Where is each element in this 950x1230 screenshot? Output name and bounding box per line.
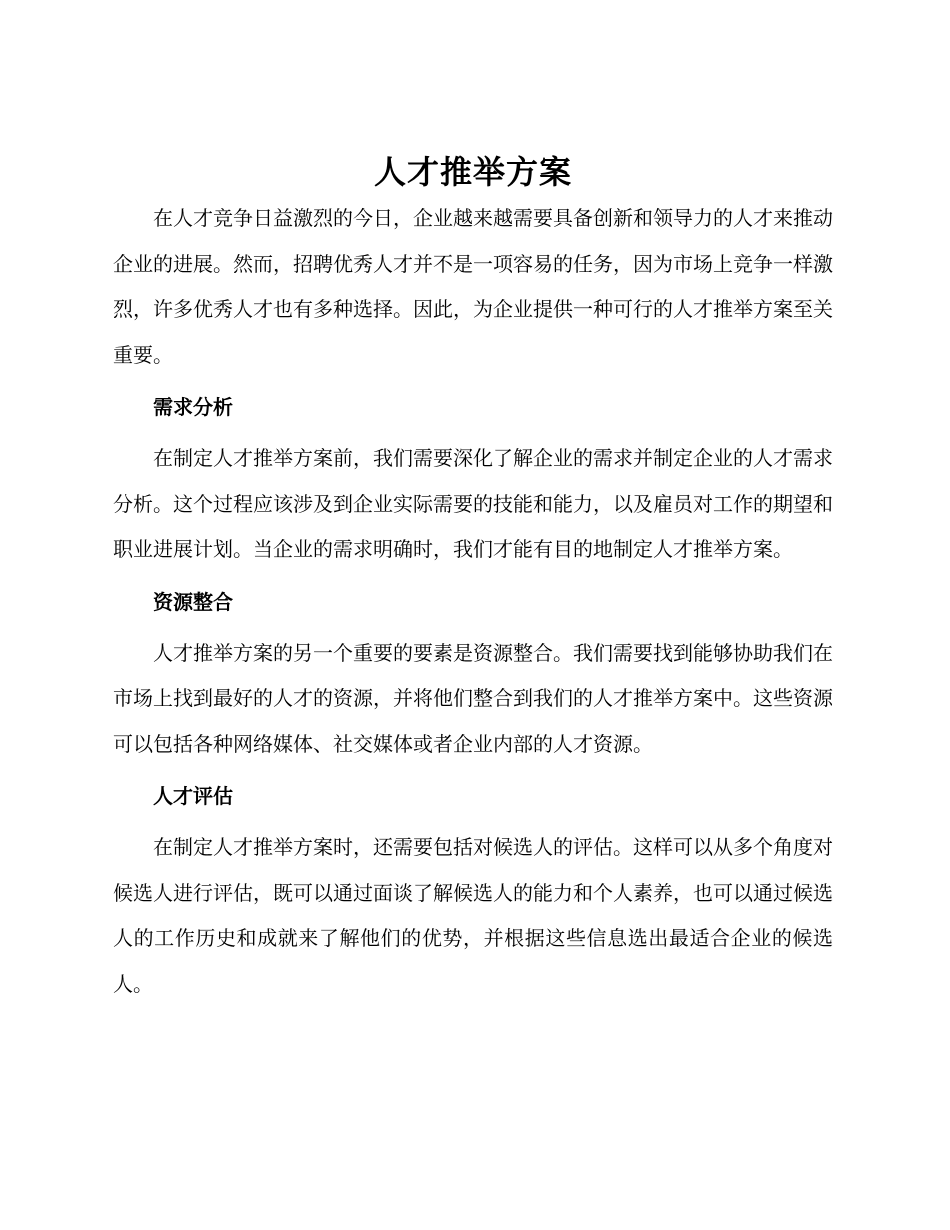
section-paragraph: 在制定人才推举方案时，还需要包括对候选人的评估。这样可以从多个角度对候选人进行评估，既可以通过面谈了解候选人的能力和个人素养，也可以通过候选人的工作历史和成就来了解他们的优势，并根据这些信息选出最适合企业的候选人。: [113, 835, 833, 996]
section-talent-assessment: [113, 778, 833, 1007]
document-title: 人才推举方案: [373, 153, 572, 191]
intro-paragraph: 在人才竞争日益激烈的今日，企业越来越需要具备创新和领导力的人才来推动企业的进展。然而，招聘优秀人才并不是一项容易的任务，因为市场上竞争一样激烈，许多优秀人才也有多种选择。因此，为企业提供一种可行的人才推举方案至关重要。: [113, 206, 833, 367]
section-resource-integration: [113, 584, 833, 768]
section-paragraph: 在制定人才推举方案前，我们需要深化了解企业的需求并制定企业的人才需求分析。这个过程应该涉及到企业实际需要的技能和能力，以及雇员对工作的期望和职业进展计划。当企业的需求明确时，我们才能有目的地制定人才推举方案。: [113, 446, 833, 561]
section-heading: 需求分析: [153, 395, 233, 419]
section-needs-analysis: [113, 389, 833, 573]
section-heading: 资源整合: [153, 589, 233, 614]
section-paragraph: 人才推举方案的另一个重要的要素是资源整合。我们需要找到能够协助我们在市场上找到最好的人才的资源，并将他们整合到我们的人才推举方案中。这些资源可以包括各种网络媒体、社交媒体或者企业内部的人才资源。: [113, 640, 833, 756]
document-body: [113, 150, 833, 1007]
section-heading: 人才评估: [153, 784, 233, 808]
